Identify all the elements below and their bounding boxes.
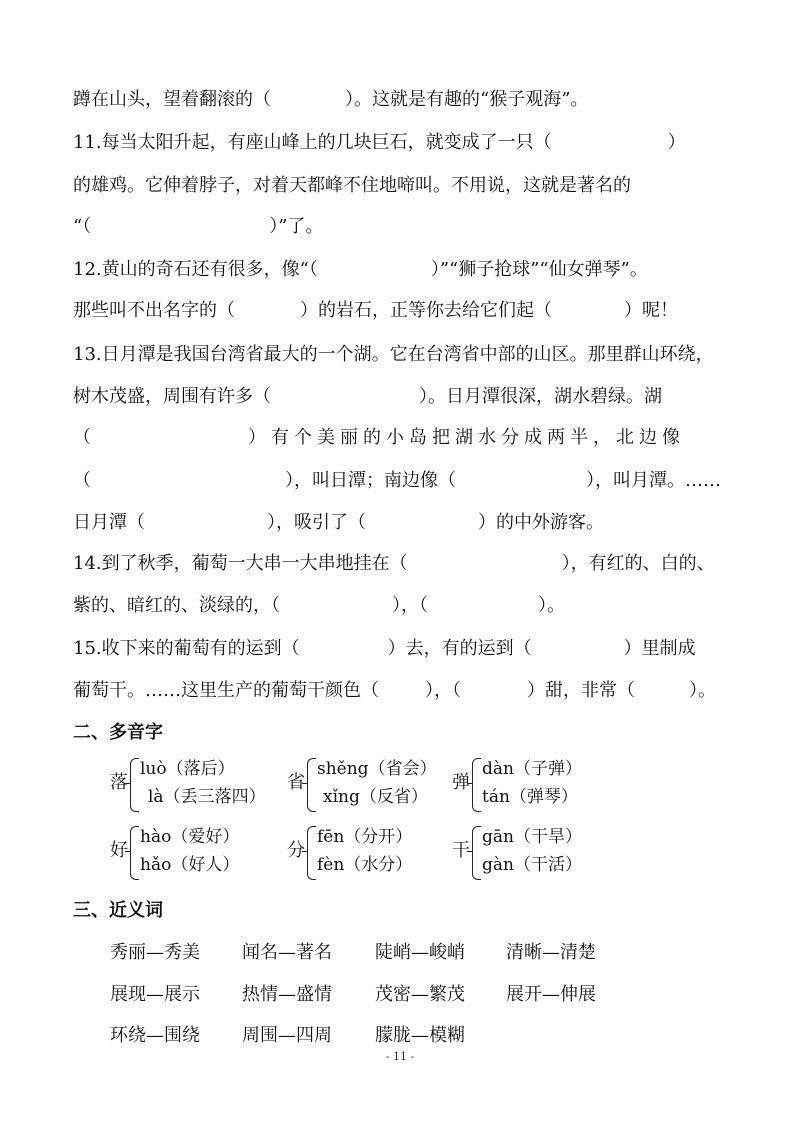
brace	[472, 826, 481, 880]
reading-1: fēn（分开）	[317, 827, 413, 847]
question-15-line-2: 葡萄干。……这里生产的葡萄干颜色（ ），（ ）甜，非常（ ）。	[73, 680, 716, 701]
reading-2: xǐng（反省）	[323, 787, 428, 807]
question-13-line-1: 13.日月潭是我国台湾省最大的一个湖。它在台湾省中部的山区。那里群山环绕，	[73, 344, 714, 365]
page-number: - 11 -	[385, 1050, 415, 1063]
question-12-line-1: 12.黄山的奇石还有很多，像“（ ）”“狮子抢球”“仙女弹琴”。	[73, 259, 648, 280]
polyphone-char: 落	[110, 772, 128, 793]
reading-2: tán（弹琴）	[482, 787, 578, 807]
brace	[130, 758, 139, 812]
question-11-line-1: 11.每当太阳升起，有座山峰上的几块巨石，就变成了一只（ ）	[73, 132, 686, 153]
question-11-line-2: 的雄鸡。它伸着脖子，对着天都峰不住地啼叫。不用说，这就是著名的	[73, 175, 631, 196]
brace	[130, 826, 139, 880]
brace	[307, 758, 316, 812]
question-12-line-2: 那些叫不出名字的（ ）的岩石，正等你去给它们起（ ）呢！	[73, 300, 678, 321]
reading-2: fèn（水分）	[317, 855, 413, 875]
section-2-heading: 二、多音字	[73, 722, 163, 743]
text-line-1: 蹲在山头，望着翻滚的（ ）。这就是有趣的“猴子观海”。	[73, 89, 589, 110]
reading-1: luò（落后）	[140, 759, 235, 779]
synonym-pair: 周围—四周	[242, 1025, 332, 1046]
reading-1: hào（爱好）	[140, 827, 240, 847]
question-13-line-3: （ ）有个美丽的小岛把湖水分成两半，北边像	[73, 427, 685, 448]
synonym-pair: 闻名—著名	[242, 942, 332, 963]
brace	[472, 758, 481, 812]
polyphone-char: 省	[287, 772, 305, 793]
synonym-pair: 茂密—繁茂	[375, 984, 465, 1005]
question-14-line-1: 14.到了秋季，葡萄一大串一大串地挂在（ ），有红的、白的、	[73, 553, 715, 574]
question-11-line-3: “（ ）”了。	[73, 216, 324, 237]
polyphone-group	[110, 756, 290, 816]
synonym-pair: 展开—伸展	[506, 984, 596, 1005]
synonym-pair: 陡峭—峻峭	[375, 942, 465, 963]
question-13-line-2: 树木茂盛，周围有许多（ ）。日月潭很深，湖水碧绿。湖	[73, 386, 662, 407]
reading-1: dàn（子弹）	[482, 759, 582, 779]
question-13-line-4: （ ），叫日潭；南边像（ ），叫月潭。……	[73, 470, 721, 491]
polyphone-char: 好	[110, 840, 128, 861]
brace	[307, 826, 316, 880]
question-14-line-2: 紫的、暗红的、淡绿的，（ ），（ ）。	[73, 595, 565, 616]
polyphone-char: 分	[287, 840, 305, 861]
polyphone-group	[110, 824, 270, 884]
polyphone-group	[287, 756, 447, 816]
synonym-pair: 展现—展示	[110, 984, 200, 1005]
reading-2: hǎo（好人）	[140, 855, 240, 875]
polyphone-group	[287, 824, 447, 884]
synonym-pair: 热情—盛情	[242, 984, 332, 1005]
section-3-heading: 三、近义词	[73, 900, 163, 921]
polyphone-char: 弹	[452, 772, 470, 793]
synonym-pair: 环绕—围绕	[110, 1025, 200, 1046]
reading-1: shěng（省会）	[317, 759, 437, 779]
reading-1: gān（干旱）	[482, 827, 582, 847]
polyphone-group	[452, 824, 612, 884]
reading-2: gàn（干活）	[482, 855, 582, 875]
polyphone-char: 干	[452, 840, 470, 861]
synonym-pair: 朦胧—模糊	[375, 1025, 465, 1046]
question-13-line-5: 日月潭（ ），吸引了（ ）的中外游客。	[73, 512, 604, 533]
polyphone-group	[452, 756, 612, 816]
synonym-pair: 秀丽—秀美	[110, 942, 200, 963]
synonym-pair: 清晰—清楚	[506, 942, 596, 963]
reading-2: là（丢三落四）	[148, 787, 266, 807]
question-15-line-1: 15.收下来的葡萄有的运到（ ）去，有的运到（ ）里制成	[73, 638, 696, 659]
